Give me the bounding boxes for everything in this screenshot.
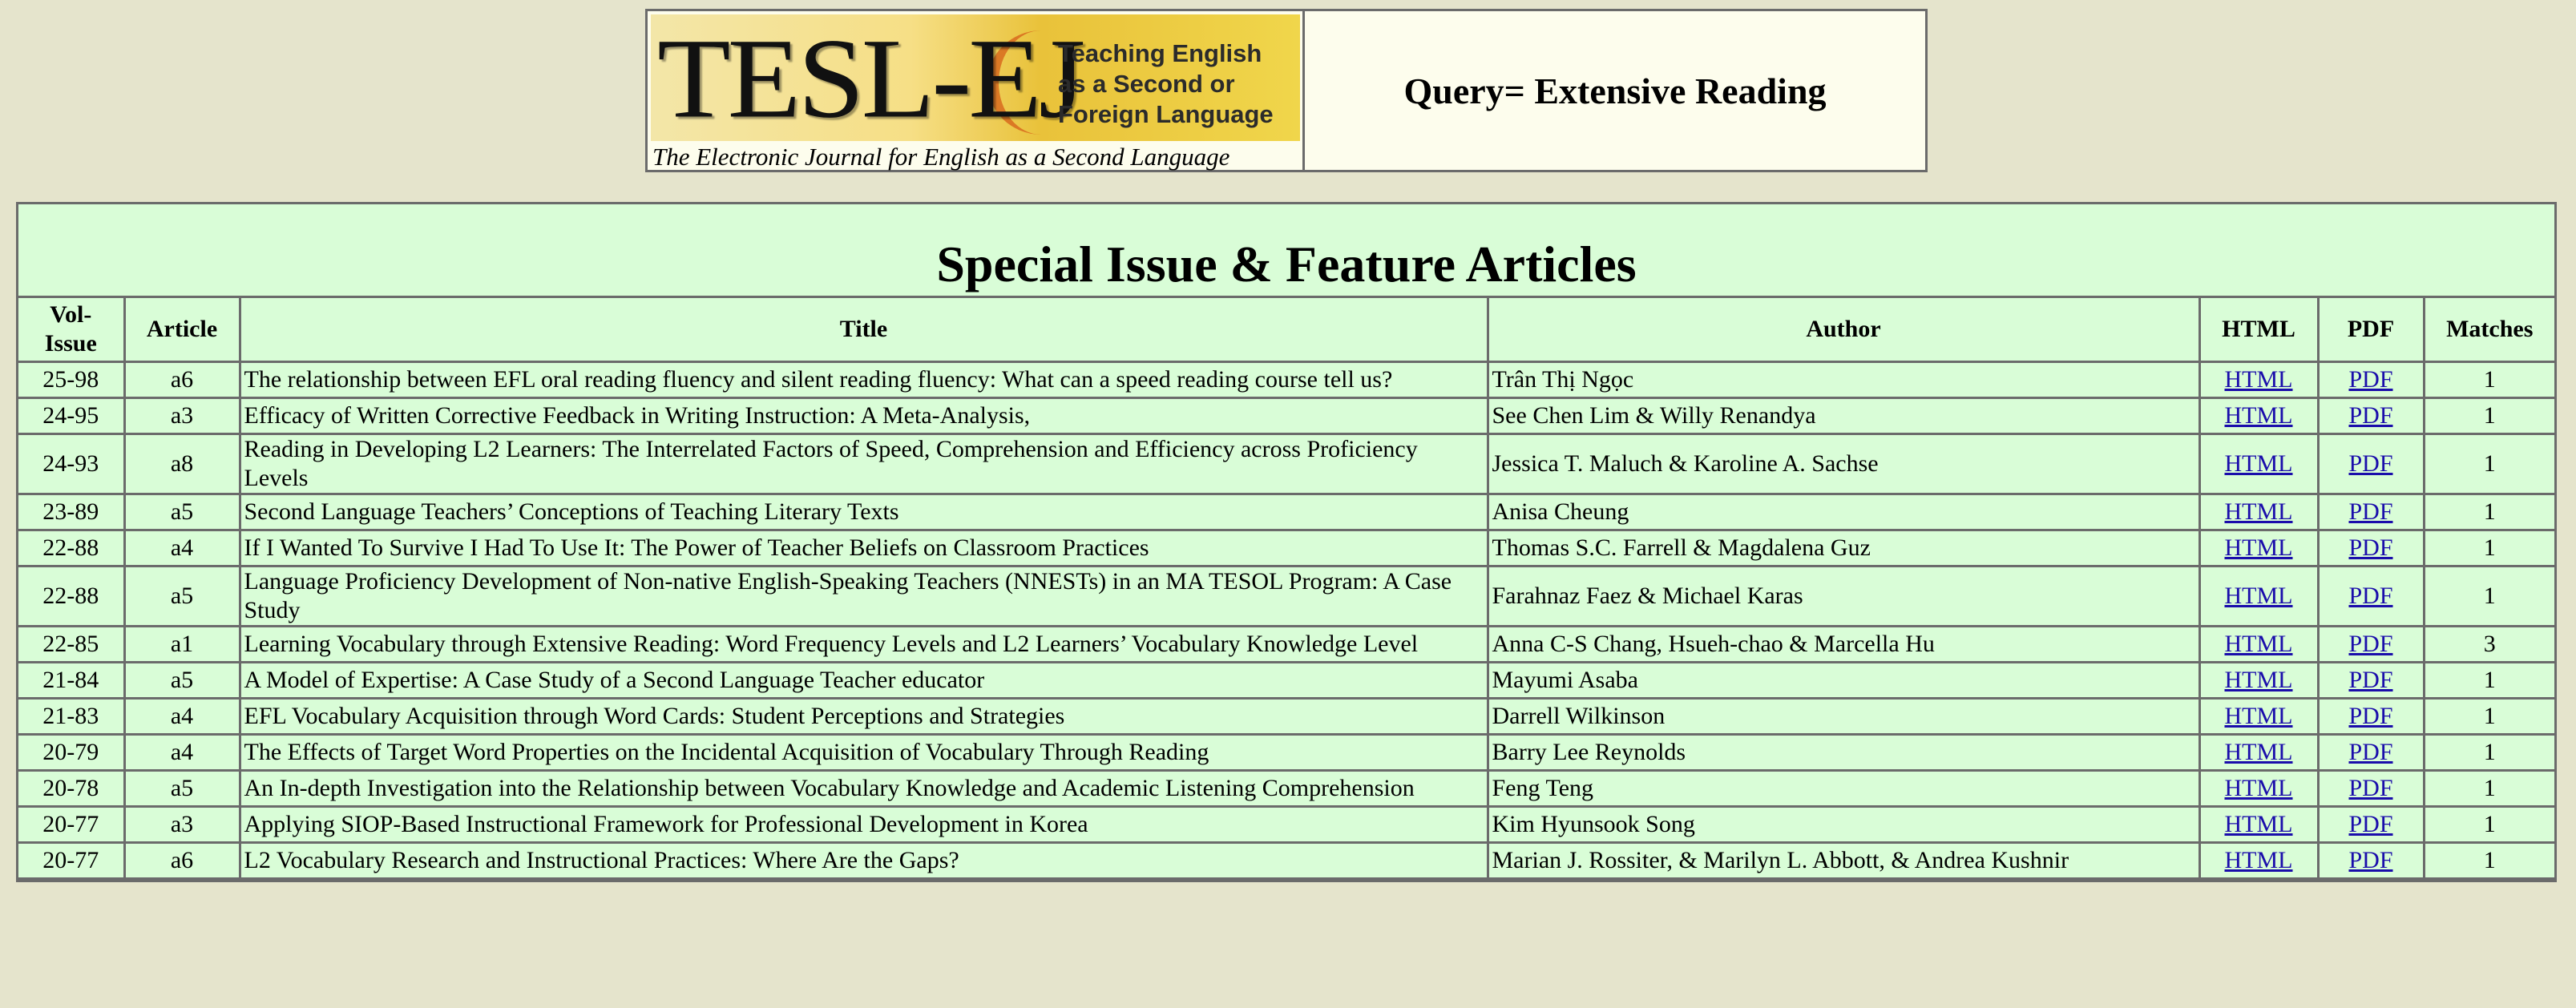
title-cell: A Model of Expertise: A Case Study of a Second Language Teacher educator xyxy=(240,663,1488,699)
results-panel xyxy=(16,202,2557,882)
html-cell xyxy=(2199,494,2318,530)
title-cell: EFL Vocabulary Acquisition through Word Cards: Student Perceptions and Strategies xyxy=(240,699,1488,735)
table-row xyxy=(18,699,2554,735)
pdf-link[interactable]: PDF xyxy=(2348,739,2393,765)
article-cell: a3 xyxy=(124,807,240,843)
html-link[interactable]: HTML xyxy=(2224,583,2293,609)
matches-cell: 1 xyxy=(2424,494,2554,530)
pdf-cell xyxy=(2318,807,2424,843)
vol-issue-cell: 20-77 xyxy=(18,807,124,843)
html-cell xyxy=(2199,663,2318,699)
title-cell: An In-depth Investigation into the Relationship between Vocabulary Knowledge and Academic Listening Comprehension xyxy=(240,771,1488,807)
pdf-cell xyxy=(2318,494,2424,530)
logo-tagline-line-2: as a Second or xyxy=(1058,70,1235,98)
article-cell: a4 xyxy=(124,735,240,771)
table-row xyxy=(18,494,2554,530)
title-cell: Reading in Developing L2 Learners: The Interrelated Factors of Speed, Comprehension and Efficiency across Proficiency Levels xyxy=(240,434,1488,494)
matches-cell: 1 xyxy=(2424,663,2554,699)
pdf-link[interactable]: PDF xyxy=(2348,402,2393,429)
title-cell: If I Wanted To Survive I Had To Use It: The Power of Teacher Beliefs on Classroom Practices xyxy=(240,530,1488,566)
pdf-link[interactable]: PDF xyxy=(2348,450,2393,477)
table-row xyxy=(18,663,2554,699)
article-cell: a4 xyxy=(124,699,240,735)
vol-issue-cell: 22-85 xyxy=(18,627,124,663)
pdf-cell xyxy=(2318,699,2424,735)
html-link[interactable]: HTML xyxy=(2224,450,2293,477)
html-link[interactable]: HTML xyxy=(2224,402,2293,429)
section-title: Special Issue & Feature Articles xyxy=(18,204,2554,298)
vol-issue-cell: 22-88 xyxy=(18,566,124,627)
author-cell: Feng Teng xyxy=(1488,771,2199,807)
html-cell xyxy=(2199,735,2318,771)
title-cell: Efficacy of Written Corrective Feedback in Writing Instruction: A Meta-Analysis, xyxy=(240,398,1488,434)
pdf-cell xyxy=(2318,627,2424,663)
table-row xyxy=(18,362,2554,398)
title-cell: Applying SIOP-Based Instructional Framework for Professional Development in Korea xyxy=(240,807,1488,843)
article-cell: a8 xyxy=(124,434,240,494)
article-cell: a3 xyxy=(124,398,240,434)
matches-cell: 3 xyxy=(2424,627,2554,663)
matches-cell: 1 xyxy=(2424,771,2554,807)
article-cell: a5 xyxy=(124,566,240,627)
matches-cell: 1 xyxy=(2424,362,2554,398)
vol-issue-cell: 21-84 xyxy=(18,663,124,699)
article-cell: a6 xyxy=(124,362,240,398)
table-row xyxy=(18,530,2554,566)
title-cell: The relationship between EFL oral reading fluency and silent reading fluency: What can a speed reading course tell us? xyxy=(240,362,1488,398)
html-link[interactable]: HTML xyxy=(2224,703,2293,729)
html-link[interactable]: HTML xyxy=(2224,847,2293,873)
pdf-link[interactable]: PDF xyxy=(2348,667,2393,693)
article-cell: a5 xyxy=(124,494,240,530)
journal-header xyxy=(645,9,1928,172)
html-cell xyxy=(2199,627,2318,663)
vol-issue-cell: 20-77 xyxy=(18,843,124,879)
html-cell xyxy=(2199,771,2318,807)
table-row xyxy=(18,627,2554,663)
author-cell: Darrell Wilkinson xyxy=(1488,699,2199,735)
pdf-cell xyxy=(2318,434,2424,494)
matches-cell: 1 xyxy=(2424,566,2554,627)
tesl-ej-logo[interactable] xyxy=(651,14,1300,141)
author-cell: Farahnaz Faez & Michael Karas xyxy=(1488,566,2199,627)
author-cell: See Chen Lim & Willy Renandya xyxy=(1488,398,2199,434)
pdf-link[interactable]: PDF xyxy=(2348,631,2393,657)
html-link[interactable]: HTML xyxy=(2224,631,2293,657)
journal-subtitle: The Electronic Journal for English as a Second Language xyxy=(652,143,1230,171)
html-link[interactable]: HTML xyxy=(2224,534,2293,561)
matches-cell: 1 xyxy=(2424,807,2554,843)
html-link[interactable]: HTML xyxy=(2224,811,2293,837)
table-row xyxy=(18,398,2554,434)
column-header-article: Article xyxy=(124,298,240,362)
pdf-link[interactable]: PDF xyxy=(2348,498,2393,525)
results-table xyxy=(18,298,2554,880)
author-cell: Kim Hyunsook Song xyxy=(1488,807,2199,843)
html-link[interactable]: HTML xyxy=(2224,667,2293,693)
vol-issue-cell: 22-88 xyxy=(18,530,124,566)
column-header-author: Author xyxy=(1488,298,2199,362)
query-label: Query= Extensive Reading xyxy=(1305,11,1925,170)
html-cell xyxy=(2199,530,2318,566)
article-cell: a6 xyxy=(124,843,240,879)
matches-cell: 1 xyxy=(2424,699,2554,735)
pdf-cell xyxy=(2318,663,2424,699)
pdf-cell xyxy=(2318,566,2424,627)
author-cell: Thomas S.C. Farrell & Magdalena Guz xyxy=(1488,530,2199,566)
vol-issue-cell: 20-79 xyxy=(18,735,124,771)
column-header-title: Title xyxy=(240,298,1488,362)
table-header-row xyxy=(18,298,2554,362)
pdf-cell xyxy=(2318,362,2424,398)
article-cell: a5 xyxy=(124,663,240,699)
article-cell: a5 xyxy=(124,771,240,807)
table-row xyxy=(18,566,2554,627)
matches-cell: 1 xyxy=(2424,530,2554,566)
article-cell: a1 xyxy=(124,627,240,663)
pdf-link[interactable]: PDF xyxy=(2348,811,2393,837)
pdf-link[interactable]: PDF xyxy=(2348,703,2393,729)
author-cell: Anisa Cheung xyxy=(1488,494,2199,530)
html-link[interactable]: HTML xyxy=(2224,739,2293,765)
author-cell: Anna C-S Chang, Hsueh-chao & Marcella Hu xyxy=(1488,627,2199,663)
vol-issue-cell: 25-98 xyxy=(18,362,124,398)
pdf-cell xyxy=(2318,843,2424,879)
vol-issue-cell: 24-93 xyxy=(18,434,124,494)
table-row xyxy=(18,843,2554,879)
html-cell xyxy=(2199,434,2318,494)
author-cell: Marian J. Rossiter, & Marilyn L. Abbott, & Andrea Kushnir xyxy=(1488,843,2199,879)
pdf-link[interactable]: PDF xyxy=(2348,534,2393,561)
logo-tagline-line-1: Teaching English xyxy=(1058,39,1262,67)
column-header-html: HTML xyxy=(2199,298,2318,362)
html-link[interactable]: HTML xyxy=(2224,498,2293,525)
vol-issue-cell: 24-95 xyxy=(18,398,124,434)
pdf-cell xyxy=(2318,771,2424,807)
article-cell: a4 xyxy=(124,530,240,566)
title-cell: The Effects of Target Word Properties on the Incidental Acquisition of Vocabulary Through Reading xyxy=(240,735,1488,771)
logo-tagline-line-3: Foreign Language xyxy=(1058,100,1274,128)
author-cell: Trân Thị Ngọc xyxy=(1488,362,2199,398)
author-cell: Barry Lee Reynolds xyxy=(1488,735,2199,771)
title-cell: L2 Vocabulary Research and Instructional Practices: Where Are the Gaps? xyxy=(240,843,1488,879)
table-row xyxy=(18,434,2554,494)
author-cell: Jessica T. Maluch & Karoline A. Sachse xyxy=(1488,434,2199,494)
table-row xyxy=(18,771,2554,807)
html-cell xyxy=(2199,398,2318,434)
pdf-cell xyxy=(2318,530,2424,566)
html-link[interactable]: HTML xyxy=(2224,366,2293,393)
html-cell xyxy=(2199,843,2318,879)
table-row xyxy=(18,807,2554,843)
column-header-vol-issue: Vol- Issue xyxy=(18,298,124,362)
pdf-link[interactable]: PDF xyxy=(2348,583,2393,609)
table-body xyxy=(18,362,2554,879)
vol-issue-cell: 21-83 xyxy=(18,699,124,735)
author-cell: Mayumi Asaba xyxy=(1488,663,2199,699)
pdf-cell xyxy=(2318,735,2424,771)
pdf-link[interactable]: PDF xyxy=(2348,366,2393,393)
matches-cell: 1 xyxy=(2424,434,2554,494)
matches-cell: 1 xyxy=(2424,843,2554,879)
pdf-link[interactable]: PDF xyxy=(2348,775,2393,801)
column-header-pdf: PDF xyxy=(2318,298,2424,362)
logo-tagline xyxy=(1058,38,1274,130)
title-cell: Second Language Teachers’ Conceptions of Teaching Literary Texts xyxy=(240,494,1488,530)
vol-issue-cell: 20-78 xyxy=(18,771,124,807)
matches-cell: 1 xyxy=(2424,735,2554,771)
title-cell: Learning Vocabulary through Extensive Reading: Word Frequency Levels and L2 Learners’ Vocabulary Knowledge Level xyxy=(240,627,1488,663)
pdf-link[interactable]: PDF xyxy=(2348,847,2393,873)
column-header-matches: Matches xyxy=(2424,298,2554,362)
html-cell xyxy=(2199,807,2318,843)
pdf-cell xyxy=(2318,398,2424,434)
table-row xyxy=(18,735,2554,771)
html-cell xyxy=(2199,566,2318,627)
vol-issue-cell: 23-89 xyxy=(18,494,124,530)
html-cell xyxy=(2199,699,2318,735)
html-link[interactable]: HTML xyxy=(2224,775,2293,801)
title-cell: Language Proficiency Development of Non-native English-Speaking Teachers (NNESTs) in an MA TESOL Program: A Case Study xyxy=(240,566,1488,627)
logo-wordmark: TESL-EJ xyxy=(657,15,1083,141)
logo-cell xyxy=(648,11,1305,170)
html-cell xyxy=(2199,362,2318,398)
matches-cell: 1 xyxy=(2424,398,2554,434)
